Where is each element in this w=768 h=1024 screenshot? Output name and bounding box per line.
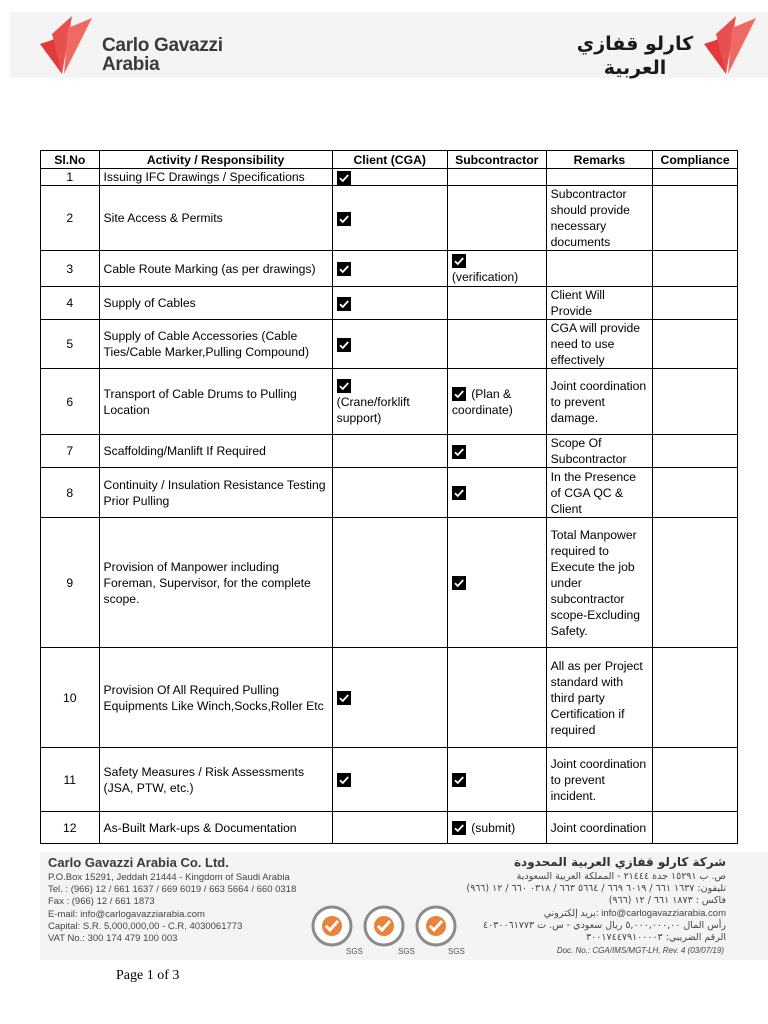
checkmark-icon bbox=[337, 338, 351, 352]
activity-text: Supply of Cable Accessories (Cable Ties/Cable Marker,Pulling Compound) bbox=[103, 329, 310, 359]
footer-line: فاكس : ١٨٧٣ ٦٦١ / ١٢ (٩٦٦) bbox=[608, 895, 726, 907]
cell-slno bbox=[41, 435, 100, 468]
checkmark-icon bbox=[452, 576, 466, 590]
col-header-slno: Sl.No bbox=[41, 151, 100, 169]
cell-client bbox=[332, 468, 447, 518]
responsibility-matrix-table bbox=[40, 150, 738, 844]
cell-activity bbox=[99, 468, 332, 518]
cell-client bbox=[332, 287, 447, 320]
activity-text: Provision of Manpower including Foreman, Supervisor, for the complete scope. bbox=[103, 559, 311, 606]
cell-subcontractor bbox=[447, 320, 546, 369]
cell-subcontractor bbox=[447, 251, 546, 287]
activity-text: Issuing IFC Drawings / Specifications bbox=[103, 170, 305, 184]
remarks-text: Client Will Provide bbox=[550, 288, 605, 318]
cell-slno bbox=[41, 369, 100, 435]
row-number: 2 bbox=[66, 211, 74, 225]
activity-text: Site Access & Permits bbox=[103, 211, 223, 225]
cell-compliance bbox=[653, 186, 738, 251]
footer-company-ar: شركة كارلو قفازي العربية المحدودة bbox=[513, 855, 726, 869]
cell-remarks bbox=[546, 518, 652, 648]
cell-slno bbox=[41, 812, 100, 844]
cell-compliance bbox=[653, 369, 738, 435]
cell-remarks bbox=[546, 169, 652, 186]
footer-company-en: Carlo Gavazzi Arabia Co. Ltd. bbox=[48, 855, 229, 870]
cell-slno bbox=[41, 186, 100, 251]
cert-label: SGS bbox=[398, 947, 415, 956]
table-row bbox=[41, 186, 738, 251]
remarks-text: Total Manpower required to Execute the job under subcontractor scope-Excluding Safety. bbox=[550, 527, 641, 638]
certification-badges bbox=[310, 904, 470, 958]
cell-remarks bbox=[546, 648, 652, 748]
cell-activity bbox=[99, 435, 332, 468]
cell-compliance bbox=[653, 468, 738, 518]
subcontractor-note: (Plan & coordinate) bbox=[451, 386, 513, 417]
cell-activity bbox=[99, 169, 332, 186]
table-row bbox=[41, 169, 738, 186]
checkmark-icon bbox=[337, 262, 351, 276]
cell-slno bbox=[41, 251, 100, 287]
footer-line: Capital: S.R. 5,000,000,00 - C.R. 4030061773 bbox=[48, 920, 243, 932]
checkmark-icon bbox=[452, 773, 466, 787]
activity-text: As-Built Mark-ups & Documentation bbox=[103, 820, 297, 835]
footer-line: رأس المال ٥,٠٠٠,٠٠٠,٠٠ ريال سعودي - س. ت ٤٠٣٠٠٦١٧٧٣ bbox=[483, 919, 726, 931]
cell-subcontractor bbox=[447, 287, 546, 320]
remarks-text: In the Presence of CGA QC & Client bbox=[550, 469, 637, 516]
cell-subcontractor bbox=[447, 468, 546, 518]
cell-subcontractor bbox=[447, 748, 546, 812]
cell-compliance bbox=[653, 748, 738, 812]
table-row bbox=[41, 812, 738, 844]
footer-line: بريد إلكتروني: info@carlogavazziarabia.com bbox=[543, 907, 726, 919]
cert-label: SGS bbox=[346, 947, 363, 956]
cell-remarks bbox=[546, 435, 652, 468]
checkmark-icon bbox=[452, 387, 466, 401]
cell-activity bbox=[99, 748, 332, 812]
table-row bbox=[41, 369, 738, 435]
cell-client bbox=[332, 169, 447, 186]
cell-client bbox=[332, 648, 447, 748]
cell-remarks bbox=[546, 320, 652, 369]
remarks-text: Scope Of Subcontractor bbox=[550, 436, 627, 466]
row-number: 7 bbox=[66, 444, 74, 458]
activity-text: Scaffolding/Manlift If Required bbox=[103, 444, 266, 458]
activity-text: Continuity / Insulation Resistance Testing Prior Pulling bbox=[103, 477, 326, 508]
cert-label: SGS bbox=[448, 947, 465, 956]
col-header-remarks: Remarks bbox=[546, 151, 652, 169]
cell-activity bbox=[99, 186, 332, 251]
cert-badge-icon bbox=[365, 907, 415, 956]
remarks-text: Joint coordination to prevent damage. bbox=[550, 378, 647, 425]
footer-line: الرقم الضريبي: ٣٠٠١٧٤٤٧٩١٠٠٠٠٣ bbox=[586, 932, 726, 944]
cell-remarks bbox=[546, 186, 652, 251]
cell-remarks bbox=[546, 468, 652, 518]
col-header-activity: Activity / Responsibility bbox=[99, 151, 332, 169]
company-logo-icon bbox=[702, 14, 758, 76]
table-row bbox=[41, 648, 738, 748]
row-number: 1 bbox=[66, 170, 74, 184]
cell-compliance bbox=[653, 435, 738, 468]
checkmark-icon bbox=[337, 171, 351, 185]
cell-remarks bbox=[546, 812, 652, 844]
footer-line: VAT No.: 300 174 479 100 003 bbox=[48, 933, 178, 945]
cell-activity bbox=[99, 287, 332, 320]
cell-subcontractor bbox=[447, 169, 546, 186]
cell-compliance bbox=[653, 287, 738, 320]
table-row bbox=[41, 251, 738, 287]
activity-text: Safety Measures / Risk Assessments (JSA, PTW, etc.) bbox=[103, 764, 305, 795]
cell-client bbox=[332, 748, 447, 812]
row-number: 3 bbox=[66, 261, 74, 276]
cell-client bbox=[332, 435, 447, 468]
row-number: 6 bbox=[66, 394, 74, 409]
table-row bbox=[41, 287, 738, 320]
cell-subcontractor bbox=[447, 648, 546, 748]
cell-activity bbox=[99, 812, 332, 844]
cell-compliance bbox=[653, 648, 738, 748]
checkmark-icon bbox=[452, 445, 466, 459]
document-number: Doc. No.: CGA/IMS/MGT-LH, Rev. 4 (03/07/19) bbox=[556, 946, 724, 955]
checkmark-icon bbox=[452, 486, 466, 500]
cell-subcontractor bbox=[447, 518, 546, 648]
letterhead-footer bbox=[40, 852, 768, 960]
cell-compliance bbox=[653, 169, 738, 186]
cell-remarks bbox=[546, 287, 652, 320]
brand-name-en: Carlo Gavazzi Arabia bbox=[102, 35, 223, 75]
cell-slno bbox=[41, 169, 100, 186]
activity-text: Transport of Cable Drums to Pulling Location bbox=[103, 386, 297, 417]
cell-client bbox=[332, 320, 447, 369]
col-header-subcontractor: Subcontractor bbox=[447, 151, 546, 169]
row-number: 10 bbox=[62, 690, 77, 705]
client-note: (Crane/forklift support) bbox=[336, 394, 410, 425]
cell-client bbox=[332, 518, 447, 648]
table-row bbox=[41, 320, 738, 369]
cell-subcontractor bbox=[447, 186, 546, 251]
footer-line: Tel. : (966) 12 / 661 1637 / 669 6019 / 663 5664 / 660 0318 bbox=[48, 884, 297, 896]
table-row bbox=[41, 468, 738, 518]
row-number: 9 bbox=[66, 575, 74, 590]
footer-address-ar bbox=[466, 854, 726, 944]
letterhead bbox=[10, 12, 768, 78]
cell-activity bbox=[99, 369, 332, 435]
footer-line: Fax : (966) 12 / 661 1873 bbox=[48, 896, 155, 908]
subcontractor-note: (submit) bbox=[471, 820, 516, 835]
remarks-text: Joint coordination to prevent incident. bbox=[550, 756, 647, 803]
cell-compliance bbox=[653, 251, 738, 287]
cell-slno bbox=[41, 320, 100, 369]
cert-badge-icon bbox=[313, 907, 363, 956]
remarks-text: CGA will provide need to use effectively bbox=[550, 321, 641, 367]
cell-activity bbox=[99, 518, 332, 648]
checkmark-icon bbox=[337, 379, 351, 393]
table-row bbox=[41, 435, 738, 468]
cell-remarks bbox=[546, 748, 652, 812]
table-row bbox=[41, 518, 738, 648]
checkmark-icon bbox=[337, 691, 351, 705]
activity-text: Cable Route Marking (as per drawings) bbox=[103, 261, 316, 276]
cell-slno bbox=[41, 287, 100, 320]
cell-client bbox=[332, 369, 447, 435]
col-header-compliance: Compliance bbox=[653, 151, 738, 169]
cell-activity bbox=[99, 648, 332, 748]
subcontractor-note: (verification) bbox=[451, 269, 519, 284]
cell-compliance bbox=[653, 320, 738, 369]
cell-remarks bbox=[546, 251, 652, 287]
page-number: Page 1 of 3 bbox=[116, 968, 180, 983]
col-header-client: Client (CGA) bbox=[332, 151, 447, 169]
brand-name-ar: كارلو قفازي العربية bbox=[576, 33, 694, 79]
checkmark-icon bbox=[337, 773, 351, 787]
cell-slno bbox=[41, 648, 100, 748]
cell-remarks bbox=[546, 369, 652, 435]
cell-compliance bbox=[653, 812, 738, 844]
cell-subcontractor bbox=[447, 369, 546, 435]
checkmark-icon bbox=[452, 254, 466, 268]
checkmark-icon bbox=[337, 297, 351, 311]
checkmark-icon bbox=[452, 821, 466, 835]
row-number: 12 bbox=[62, 820, 77, 835]
checkmark-icon bbox=[337, 212, 351, 226]
cell-slno bbox=[41, 518, 100, 648]
remarks-text: Joint coordination bbox=[550, 820, 647, 835]
row-number: 8 bbox=[66, 485, 74, 500]
table-header-row bbox=[41, 151, 738, 169]
cell-slno bbox=[41, 468, 100, 518]
cell-client bbox=[332, 812, 447, 844]
cell-subcontractor bbox=[447, 812, 546, 844]
cell-compliance bbox=[653, 518, 738, 648]
row-number: 4 bbox=[66, 296, 74, 310]
cell-activity bbox=[99, 320, 332, 369]
table-row bbox=[41, 748, 738, 812]
cell-activity bbox=[99, 251, 332, 287]
remarks-text: All as per Project standard with third party Certification if required bbox=[550, 658, 643, 737]
footer-line: P.O.Box 15291, Jeddah 21444 - Kingdom of Saudi Arabia bbox=[48, 872, 290, 883]
activity-text: Supply of Cables bbox=[103, 296, 196, 310]
activity-text: Provision Of All Required Pulling Equipments Like Winch,Socks,Roller Etc bbox=[103, 682, 324, 713]
remarks-text: Subcontractor should provide necessary documents bbox=[550, 187, 630, 249]
company-logo-icon bbox=[38, 14, 94, 76]
cell-client bbox=[332, 186, 447, 251]
cell-subcontractor bbox=[447, 435, 546, 468]
footer-line: E-mail: info@carlogavazziarabia.com bbox=[48, 908, 205, 920]
footer-line: تليفون: ١٦٣٧ ٦٦١ / ٦٠١٩ ٦٦٩ / ٥٦٦٤ ٦٦٣ / ٠٣١٨ ٦٦٠ / ١٢ (٩٦٦) bbox=[466, 883, 726, 895]
row-number: 5 bbox=[66, 337, 74, 351]
cert-badge-icon bbox=[417, 907, 465, 956]
cell-client bbox=[332, 251, 447, 287]
footer-line: ص. ب ١٥٢٩١ جدة ٢١٤٤٤ - المملكة العربية السعودية bbox=[516, 871, 726, 882]
row-number: 11 bbox=[63, 772, 77, 787]
footer-address-en bbox=[48, 854, 296, 945]
cell-slno bbox=[41, 748, 100, 812]
